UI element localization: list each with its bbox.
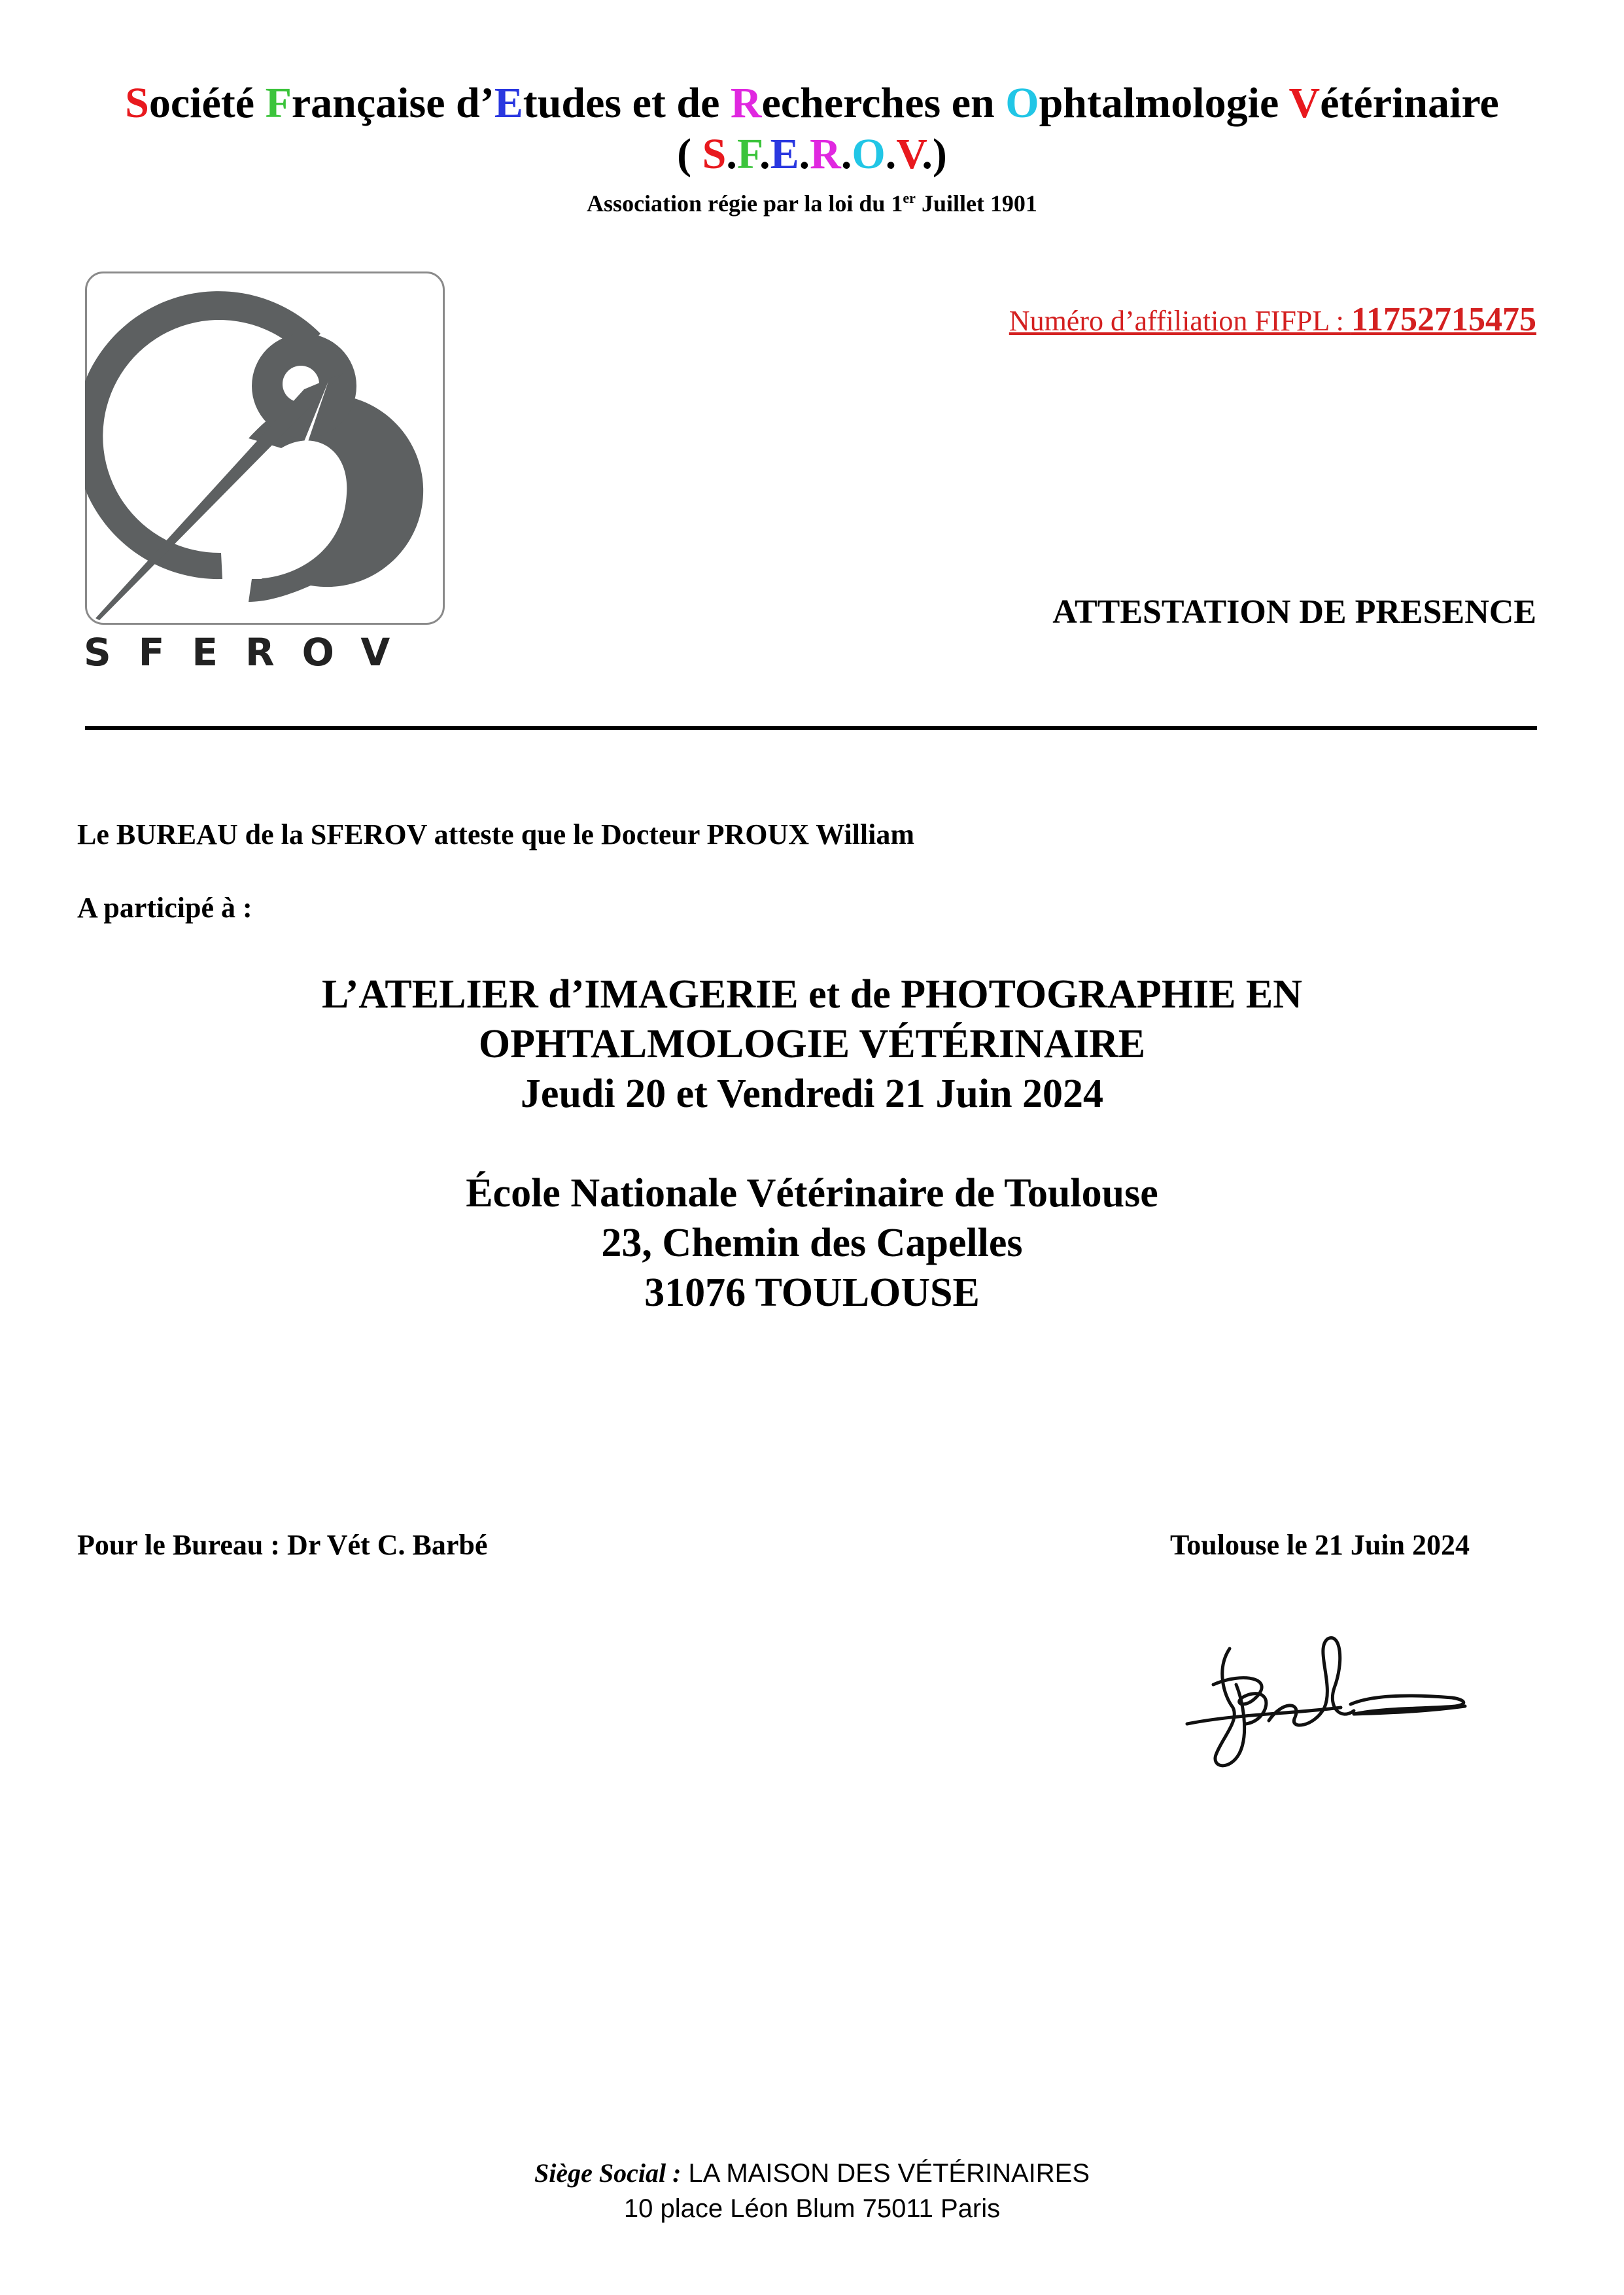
title-segment: O [1005,79,1039,127]
title-segment: . [726,130,737,178]
event-date: Jeudi 20 et Vendredi 21 Juin 2024 [520,1072,1104,1116]
title-segment: rançaise d’ [291,79,494,127]
title-segment: . [840,130,852,178]
title-segment: S [125,79,149,127]
venue-street: 23, Chemin des Capelles [601,1221,1023,1265]
place-date: Toulouse le 21 Juin 2024 [1169,1529,1470,1561]
fifpl-affiliation [1009,300,1536,340]
title-segment: . [759,130,770,178]
title-segment: E [494,79,523,127]
event-line: OPHTALMOLOGIE VÉTÉRINAIRE [478,1022,1146,1066]
title-segment: O [852,130,886,178]
title-segment: ociété [148,79,266,127]
society-acronym [0,128,1624,180]
signer-line: Pour le Bureau : Dr Vét C. Barbé [77,1529,488,1561]
society-name [0,77,1624,129]
title-segment: tudes et de [523,79,731,127]
event-line: L’ATELIER d’IMAGERIE et de PHOTOGRAPHIE EN [321,972,1303,1017]
association-text-before: Association régie par la loi du 1 [587,190,903,217]
title-segment: .) [922,130,947,178]
title-segment: echerches en [761,79,1006,127]
footer-address-line2: 10 place Léon Blum 75011 Paris [623,2194,1001,2223]
title-segment: R [730,79,762,127]
title-segment: R [810,130,841,178]
venue-block [0,1168,1624,1318]
siege-label: Siège Social : [534,2158,682,2188]
venue-city: 31076 TOULOUSE [644,1270,980,1315]
affiliation-number: 11752715475 [1351,301,1536,338]
title-segment: étérinaire [1320,79,1499,127]
document-title: ATTESTATION DE PRESENCE [1052,593,1536,631]
attestation-intro: Le BUREAU de la SFEROV atteste que le Docteur PROUX William [77,818,915,850]
title-segment: V [896,130,922,178]
footer-address-line1 [0,2158,1624,2189]
header-divider [85,726,1537,730]
footer-organization: LA MAISON DES VÉTÉRINAIRES [681,2159,1090,2188]
sferov-logo-mark [85,272,445,625]
association-statement [0,190,1624,218]
logo-wordmark: SFEROV [84,630,418,674]
title-segment: . [885,130,897,178]
participated-label: A participé à : [77,892,252,924]
title-segment: ( [677,130,702,178]
title-segment: phtalmologie [1039,79,1289,127]
association-text-after: Juillet 1901 [915,190,1037,217]
title-segment: V [1288,79,1321,127]
title-segment: . [799,130,810,178]
association-superscript: er [903,190,916,206]
event-block [0,970,1624,1119]
handwritten-signature [1177,1622,1478,1773]
title-segment: E [770,130,799,178]
title-segment: F [736,130,760,178]
venue-name: École Nationale Vétérinaire de Toulouse [466,1171,1158,1216]
title-segment: F [265,79,292,127]
title-segment: S [702,130,727,178]
affiliation-label: Numéro d’affiliation FIFPL : [1009,305,1351,337]
